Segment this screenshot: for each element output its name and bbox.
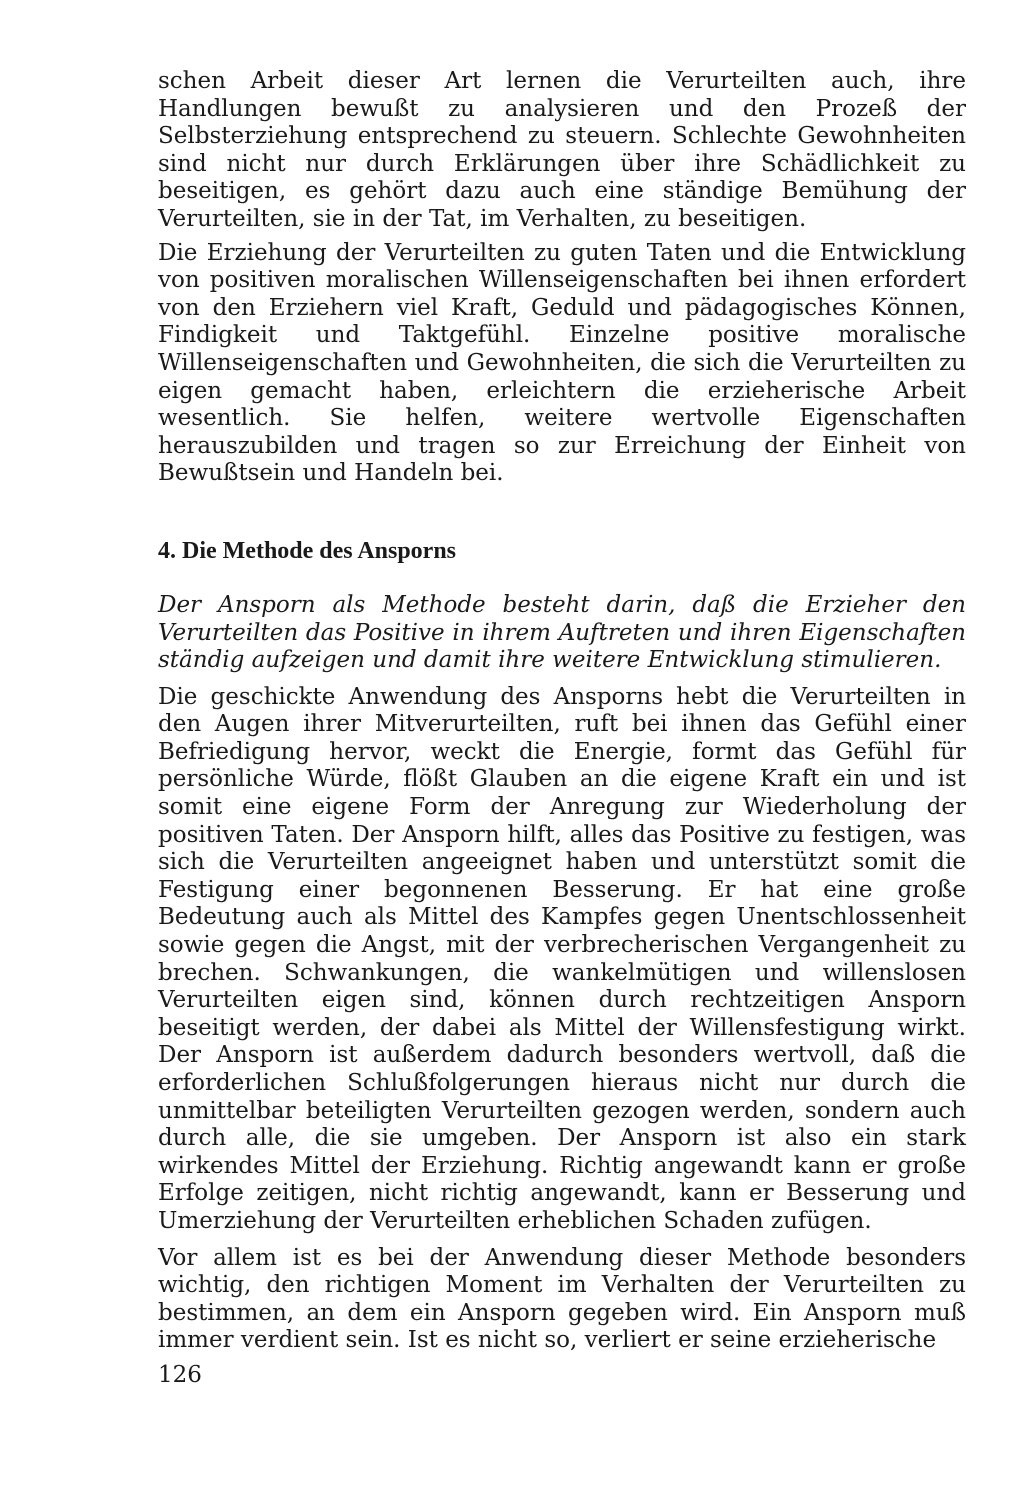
page-body [158,68,966,1355]
section-heading: 4. Die Methode des Ansporns [158,537,457,564]
paragraph-self-education: schen Arbeit dieser Art lernen die Verurteilten auch, ihre Handlungen bewußt zu analysieren und den Prozeß der Selbsterziehung entsprechend zu steuern. Schlechte Gewohnheiten sind nicht nur durch Erklärungen über ihre Schädlichkeit zu beseitigen, es gehört dazu auch eine ständige Bemühung der Verurteilten, sie in der Tat, im Verhalten, zu beseitigen. [158,68,966,232]
paragraph-application: Die geschickte Anwendung des Ansporns hebt die Verurteilten in den Augen ihrer Mitverurteilten, ruft bei ihnen das Gefühl einer Befriedigung hervor, weckt die Energie, formt das Gefühl für persönliche Würde, flößt Glauben an die eigene Kraft ein und ist somit eine eigene Form der Anregung zur Wiederholung der positiven Taten. Der Ansporn hilft, alles das Positive zu festigen, was sich die Verurteilten angeeignet haben und unterstützt somit die Festigung einer begonnenen Besserung. Er hat eine große Bedeutung auch als Mittel des Kampfes gegen Unentschlossenheit sowie gegen die Angst, mit der verbrecherischen Vergangenheit zu brechen. Schwankungen, die wankelmütigen und willenslosen Verurteilten eigen sind, können durch rechtzeitigen Ansporn beseitigt werden, der dabei als Mittel der Willensfestigung wirkt. Der Ansporn ist außerdem dadurch besonders wertvoll, daß die erforderlichen Schlußfolgerungen hieraus nicht nur durch die unmittelbar beteiligten Verurteilten gezogen werden, sondern auch durch alle, die sie umgeben. Der Ansporn ist also ein stark wirkendes Mittel der Erziehung. Richtig angewandt kann er große Erfolge zeitigen, nicht richtig angewandt, kann er Besserung und Umerziehung der Verurteilten erheblichen Schaden zufügen. [158,683,966,1234]
section-lead-italic: Der Ansporn als Methode besteht darin, daß die Erzieher den Verurteilten das Positive in ihrem Auftreten und ihren Eigenschaften ständig aufzeigen und damit ihre weitere Entwicklung stimulieren. [158,591,966,674]
paragraph-right-moment: Vor allem ist es bei der Anwendung dieser Methode besonders wichtig, den richtigen Moment im Verhalten der Verurteilten zu bestimmen, an dem ein Ansporn gegeben wird. Ein Ansporn muß immer verdient sein. Ist es nicht so, verliert er seine erzieherische [158,1244,966,1354]
page-number: 126 [158,1362,202,1388]
paragraph-good-deeds: Die Erziehung der Verurteilten zu guten Taten und die Entwicklung von positiven moralischen Willenseigenschaften bei ihnen erfordert von den Erziehern viel Kraft, Geduld und pädagogisches Können, Findigkeit und Taktgefühl. Einzelne positive moralische Willenseigenschaften und Gewohnheiten, die sich die Verurteilten zu eigen gemacht haben, erleichtern die erzieherische Arbeit wesentlich. Sie helfen, weitere wertvolle Eigenschaften herauszubilden und tragen so zur Erreichung der Einheit von Bewußtsein und Handeln bei. [158,239,966,487]
